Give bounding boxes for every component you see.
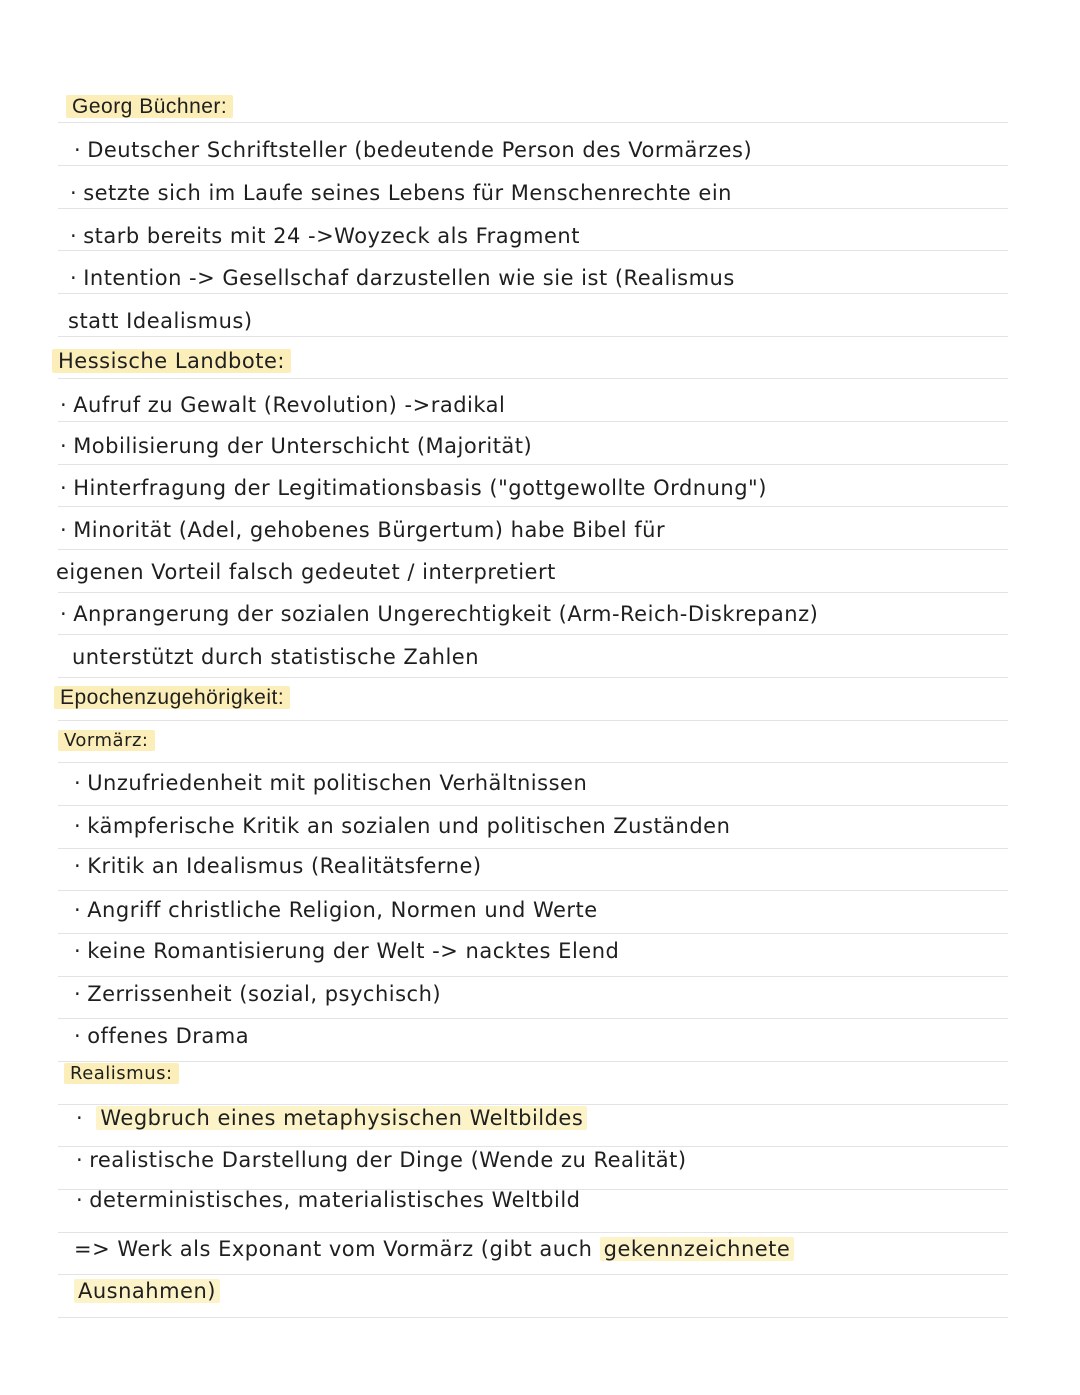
rule-line xyxy=(58,165,1008,166)
note-text: Wegbruch eines metaphysischen Weltbildes xyxy=(96,1106,587,1130)
note-line: · Unzufriedenheit mit politischen Verhältnissen xyxy=(74,771,587,795)
conclusion-highlight: gekennzeichnete xyxy=(600,1237,795,1261)
rule-line xyxy=(58,464,1008,465)
heading-text: Vormärz: xyxy=(58,730,155,751)
heading-realismus xyxy=(64,1063,179,1084)
heading-epochenzugehoerigkeit xyxy=(54,686,290,710)
rule-line xyxy=(58,421,1008,422)
rule-line xyxy=(58,1146,1008,1147)
heading-hessische-landbote xyxy=(52,349,291,373)
rule-line xyxy=(58,890,1008,891)
heading-text: Hessische Landbote: xyxy=(52,349,291,373)
rule-line xyxy=(58,506,1008,507)
note-line: · Deutscher Schriftsteller (bedeutende Person des Vormärzes) xyxy=(74,138,752,162)
note-line: · Zerrissenheit (sozial, psychisch) xyxy=(74,982,441,1006)
conclusion-text: => Werk als Exponant vom Vormärz (gibt auch xyxy=(74,1237,600,1261)
note-line: statt Idealismus) xyxy=(68,309,253,333)
note-line: unterstützt durch statistische Zahlen xyxy=(72,645,480,669)
note-line: · Intention -> Gesellschaf darzustellen wie sie ist (Realismus xyxy=(70,266,735,290)
heading-vormaerz xyxy=(58,730,155,751)
rule-line xyxy=(58,1104,1008,1105)
rule-line xyxy=(58,293,1008,294)
rule-line xyxy=(58,1274,1008,1275)
note-line: · offenes Drama xyxy=(74,1024,249,1048)
rule-line xyxy=(58,1317,1008,1318)
rule-line xyxy=(58,1061,1008,1062)
rule-line xyxy=(58,592,1008,593)
rule-line xyxy=(58,720,1008,721)
conclusion-line xyxy=(74,1279,220,1303)
note-line: · Hinterfragung der Legitimationsbasis ("gottgewollte Ordnung") xyxy=(60,476,767,500)
rule-line xyxy=(58,805,1008,806)
note-line: · Aufruf zu Gewalt (Revolution) ->radikal xyxy=(60,393,505,417)
rule-line xyxy=(58,976,1008,977)
rule-line xyxy=(58,549,1008,550)
rule-line xyxy=(58,208,1008,209)
note-line: · starb bereits mit 24 ->Woyzeck als Fragment xyxy=(70,224,580,248)
rule-line xyxy=(58,762,1008,763)
note-line: · setzte sich im Laufe seines Lebens für Menschenrechte ein xyxy=(70,181,732,205)
note-line xyxy=(76,1106,587,1130)
rule-line xyxy=(58,933,1008,934)
heading-text: Epochenzugehörigkeit: xyxy=(54,686,290,709)
note-line: · kämpferische Kritik an sozialen und politischen Zuständen xyxy=(74,814,730,838)
note-line: eigenen Vorteil falsch gedeutet / interpretiert xyxy=(56,560,556,584)
note-line: · Kritik an Idealismus (Realitätsferne) xyxy=(74,854,482,878)
rule-line xyxy=(58,634,1008,635)
note-line: · keine Romantisierung der Welt -> nacktes Elend xyxy=(74,939,619,963)
rule-line xyxy=(58,122,1008,123)
rule-line xyxy=(58,378,1008,379)
note-line: · Angriff christliche Religion, Normen und Werte xyxy=(74,898,598,922)
note-line: · Anprangerung der sozialen Ungerechtigkeit (Arm-Reich-Diskrepanz) xyxy=(60,602,818,626)
rule-line xyxy=(58,1018,1008,1019)
note-line: · deterministisches, materialistisches Weltbild xyxy=(76,1188,581,1212)
conclusion-text: Ausnahmen) xyxy=(74,1279,220,1303)
rule-line xyxy=(58,677,1008,678)
rule-line xyxy=(58,336,1008,337)
note-line: · realistische Darstellung der Dinge (Wende zu Realität) xyxy=(76,1148,687,1172)
conclusion-line xyxy=(74,1237,794,1261)
note-line: · Mobilisierung der Unterschicht (Majorität) xyxy=(60,434,532,458)
heading-text: Realismus: xyxy=(64,1063,179,1084)
rule-line xyxy=(58,1232,1008,1233)
heading-georg-buechner xyxy=(66,95,233,119)
note-line: · Minorität (Adel, gehobenes Bürgertum) habe Bibel für xyxy=(60,518,665,542)
heading-text: Georg Büchner: xyxy=(66,95,233,118)
rule-line xyxy=(58,848,1008,849)
rule-line xyxy=(58,250,1008,251)
